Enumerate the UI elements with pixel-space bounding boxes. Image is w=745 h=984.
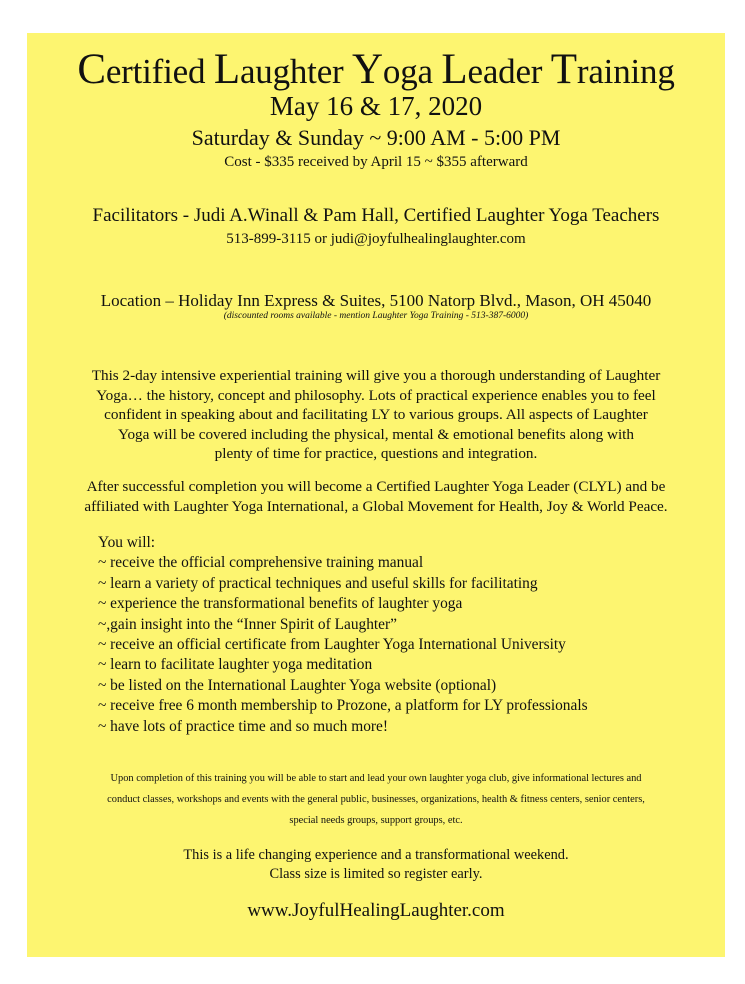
flyer-title [27, 45, 725, 94]
list-heading: You will: [98, 534, 156, 551]
title-word: oga [382, 52, 442, 91]
paragraph-line: After successful completion you will become a Certified Laughter Yoga Leader (CLYL) and be [86, 478, 666, 495]
paragraph-line: This 2-day intensive experiential training will give you a thorough understanding of Laughter [91, 367, 661, 384]
list-item: ~ receive an official certificate from Laughter Yoga International University [98, 636, 566, 654]
title-initial: C [77, 46, 106, 93]
list-item: ~ have lots of practice time and so much more! [98, 717, 388, 735]
title-word: ertified [105, 52, 214, 91]
certification-paragraph [31, 477, 721, 516]
paragraph-line: special needs groups, support groups, etc. [289, 815, 463, 826]
list-item: ~ receive the official comprehensive training manual [98, 554, 424, 572]
paragraph-line: affiliated with Laughter Yoga International, a Global Movement for Health, Joy & World Peace. [84, 497, 668, 515]
title-word: raining [576, 52, 675, 91]
title-word: eader [467, 52, 551, 91]
facilitators: Facilitators - Judi A.Winall & Pam Hall, Certified Laughter Yoga Teachers [92, 205, 660, 226]
list-item: ~,gain insight into the “Inner Spirit of Laughter” [98, 615, 397, 633]
title-initial: T [550, 46, 577, 93]
title-initial: L [213, 46, 240, 93]
event-cost: Cost - $335 received by April 15 ~ $355 afterward [224, 154, 528, 170]
title-word: aughter [239, 52, 353, 91]
paragraph-line: Yoga will be covered including the physical, mental & emotional benefits along with [118, 425, 634, 443]
closing-text [27, 846, 725, 883]
website-link[interactable]: www.JoyfulHealingLaughter.com [247, 900, 505, 921]
paragraph-line: Class size is limited so register early. [269, 865, 483, 882]
benefits-list [98, 533, 708, 737]
completion-paragraph [33, 768, 719, 831]
paragraph-line: Yoga… the history, concept and philosophy. Lots of practical experience enables you to feel [96, 386, 656, 404]
paragraph-line: Upon completion of this training you will be able to start and lead your own laughter yoga club, give informational lectures and [110, 773, 642, 784]
list-item: ~ learn to facilitate laughter yoga meditation [98, 656, 373, 674]
list-item: ~ be listed on the International Laughter Yoga website (optional) [98, 676, 497, 694]
event-date: May 16 & 17, 2020 [269, 91, 483, 121]
description-paragraph [49, 366, 703, 464]
paragraph-line: confident in speaking about and facilitating LY to various groups. All aspects of Laughter [104, 406, 648, 424]
paragraph-line: conduct classes, workshops and events with the general public, businesses, organizations, health & fitness centers, senior centers, [107, 794, 645, 805]
paragraph-line: This is a life changing experience and a transformational weekend. [183, 847, 569, 863]
event-time: Saturday & Sunday ~ 9:00 AM - 5:00 PM [191, 125, 561, 150]
list-item: ~ learn a variety of practical techniques and useful skills for facilitating [98, 574, 538, 592]
list-item: ~ experience the transformational benefits of laughter yoga [98, 595, 463, 613]
paragraph-line: plenty of time for practice, questions and integration. [214, 445, 538, 463]
contact-info: 513-899-3115 or judi@joyfulhealinglaughter.com [226, 231, 526, 247]
location-note: (discounted rooms available - mention Laughter Yoga Training - 513-387-6000) [223, 311, 529, 321]
title-initial: Y [352, 46, 383, 93]
title-initial: L [441, 46, 468, 93]
event-location: Location – Holiday Inn Express & Suites, 5100 Natorp Blvd., Mason, OH 45040 [100, 291, 652, 310]
list-item: ~ receive free 6 month membership to Prozone, a platform for LY professionals [98, 697, 588, 715]
flyer [27, 33, 725, 957]
